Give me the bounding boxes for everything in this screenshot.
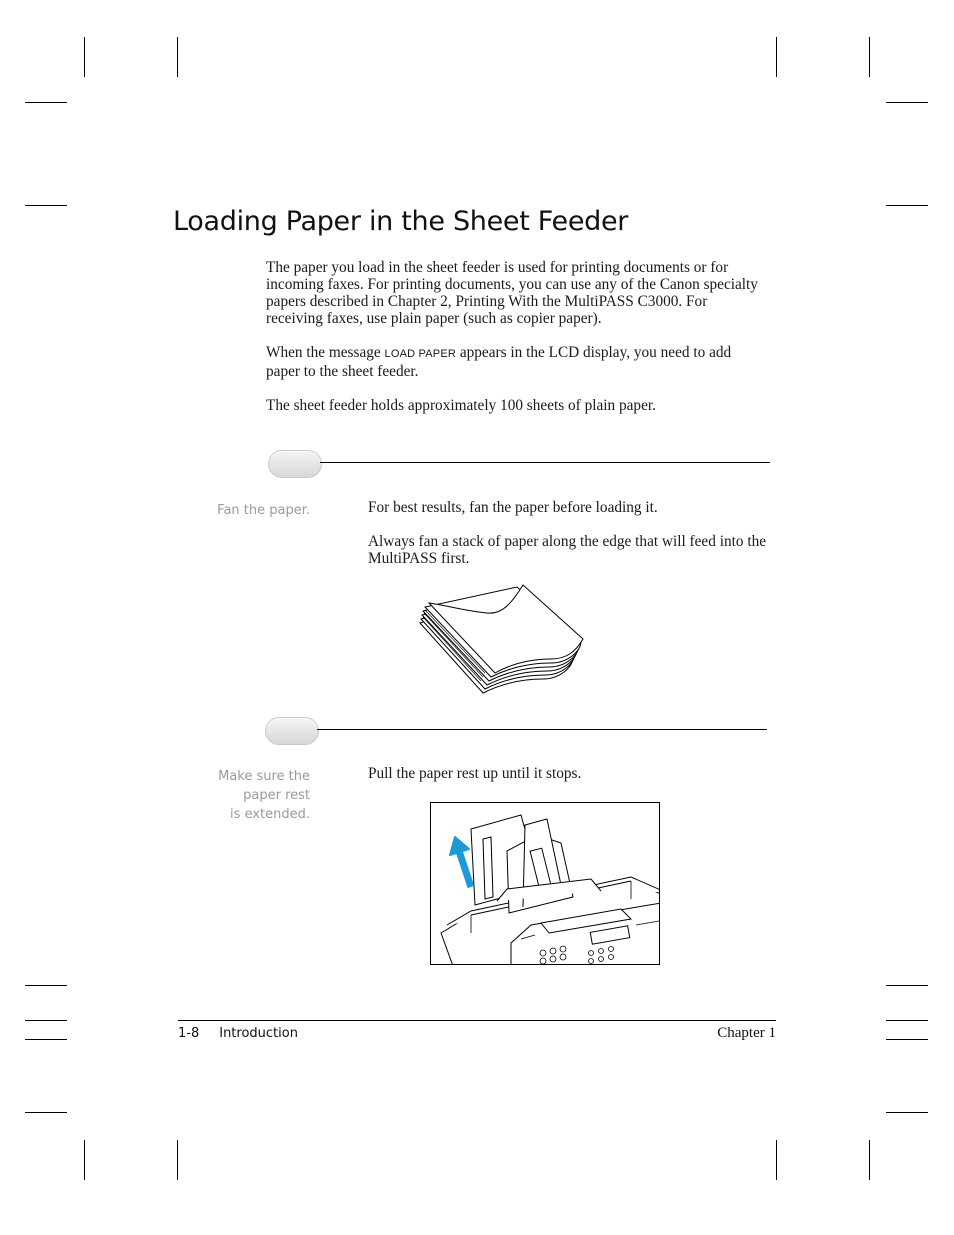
intro-section: [266, 259, 766, 431]
section-name: Introduction: [219, 1026, 298, 1041]
step-marker: [265, 717, 319, 745]
page-number: 1-8: [178, 1026, 200, 1041]
crop-mark: [886, 1039, 928, 1040]
multipass-printer-drawing: [431, 803, 660, 965]
step-paragraph: For best results, fan the paper before loading it.: [368, 499, 658, 516]
up-arrow-icon: [450, 837, 471, 887]
step-marker: [268, 450, 322, 478]
intro-text: appears in the LCD display, you need to add paper to the sheet feeder.: [266, 344, 732, 380]
crop-mark: [869, 37, 870, 77]
step-text: [368, 765, 768, 799]
margin-note-line: is extended.: [230, 807, 310, 822]
intro-paragraph: The paper you load in the sheet feeder is used for printing documents or for incoming faxes. For printing documents, you can use any of the Canon specialty papers described in Chapter 2, Printing With the MultiPASS C3000. For receiving faxes, use plain paper (such as copier paper).: [266, 259, 758, 327]
crop-mark: [25, 102, 67, 103]
crop-mark: [886, 985, 928, 986]
crop-mark: [776, 37, 777, 77]
paper-rest-illustration: [430, 802, 660, 965]
crop-mark: [84, 37, 85, 77]
crop-mark: [776, 1140, 777, 1180]
crop-mark: [886, 205, 928, 206]
intro-paragraph: The sheet feeder holds approximately 100 sheets of plain paper.: [266, 397, 656, 414]
footer-left: [178, 1026, 298, 1041]
step-text: [368, 499, 768, 584]
intro-text: When the message: [266, 344, 385, 361]
crop-mark: [869, 1140, 870, 1180]
crop-mark: [25, 205, 67, 206]
crop-mark: [25, 1020, 67, 1021]
footer-rule: [178, 1020, 776, 1021]
crop-mark: [886, 102, 928, 103]
crop-mark: [177, 1140, 178, 1180]
step-divider: [317, 729, 767, 730]
margin-note-line: paper rest: [243, 788, 310, 803]
margin-note: [150, 767, 310, 824]
crop-mark: [177, 37, 178, 77]
step-paragraph: Pull the paper rest up until it stops.: [368, 765, 582, 782]
crop-mark: [25, 985, 67, 986]
page-title: Loading Paper in the Sheet Feeder: [173, 206, 629, 237]
intro-paragraph: [266, 344, 766, 380]
fanned-paper-illustration: [415, 583, 585, 701]
margin-note-line: Make sure the: [218, 769, 310, 784]
crop-mark: [25, 1039, 67, 1040]
step-divider: [320, 462, 770, 463]
chapter-label: Chapter 1: [717, 1025, 776, 1041]
lcd-message: LOAD PAPER: [384, 348, 457, 360]
crop-mark: [84, 1140, 85, 1180]
crop-mark: [886, 1112, 928, 1113]
crop-mark: [25, 1112, 67, 1113]
margin-note-line: Fan the paper.: [217, 503, 310, 518]
step-paragraph: Always fan a stack of paper along the edge that will feed into the MultiPASS first.: [368, 533, 767, 567]
crop-mark: [886, 1020, 928, 1021]
margin-note: [150, 501, 310, 520]
